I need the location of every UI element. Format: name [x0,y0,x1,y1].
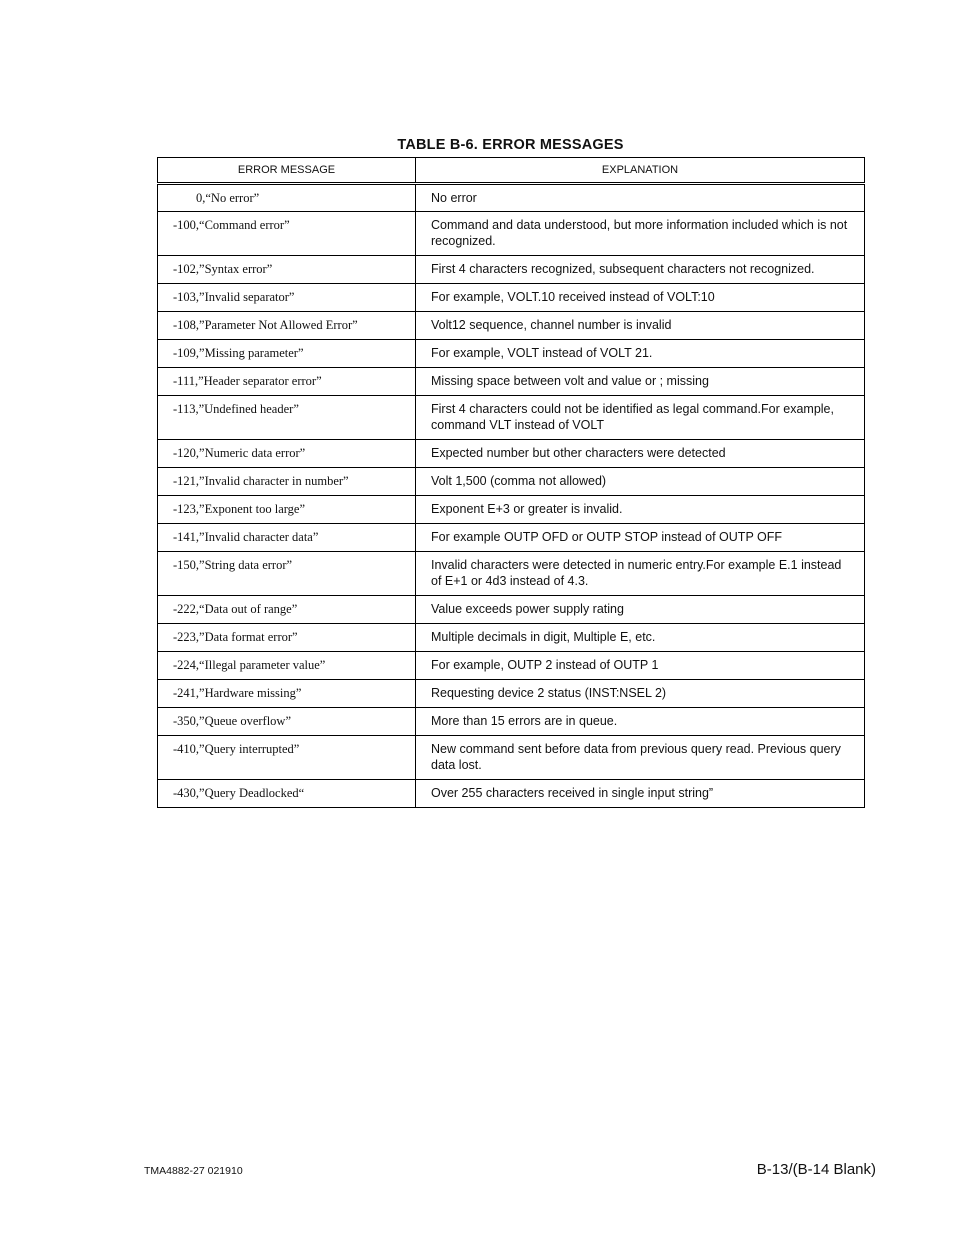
explanation-cell: Invalid characters were detected in numeric entry.For example E.1 instead of E+1 or 4d3 instead of 4.3. [416,552,865,596]
explanation-cell: First 4 characters could not be identified as legal command.For example, command VLT instead of VOLT [416,396,865,440]
error-message-cell: 0,“No error” [158,184,416,212]
error-message-cell: -350,”Queue overflow” [158,708,416,736]
column-header-explanation: EXPLANATION [416,158,865,184]
error-message-cell: -141,”Invalid character data” [158,524,416,552]
table-row [158,468,865,496]
explanation-cell: Missing space between volt and value or ; missing [416,368,865,396]
explanation-cell: Command and data understood, but more information included which is not recognized. [416,212,865,256]
table-header-row [158,158,865,184]
error-message-cell: -241,”Hardware missing” [158,680,416,708]
explanation-cell: More than 15 errors are in queue. [416,708,865,736]
explanation-cell: Exponent E+3 or greater is invalid. [416,496,865,524]
error-message-cell: -121,”Invalid character in number” [158,468,416,496]
error-message-cell: -120,”Numeric data error” [158,440,416,468]
explanation-cell: For example, VOLT instead of VOLT 21. [416,340,865,368]
explanation-cell: Multiple decimals in digit, Multiple E, etc. [416,624,865,652]
table-row [158,396,865,440]
error-message-cell: -113,”Undefined header” [158,396,416,440]
error-message-cell: -222,“Data out of range” [158,596,416,624]
error-message-cell: -430,”Query Deadlocked“ [158,780,416,808]
table-row [158,652,865,680]
error-message-cell: -109,”Missing parameter” [158,340,416,368]
explanation-cell: Requesting device 2 status (INST:NSEL 2) [416,680,865,708]
table-row [158,312,865,340]
error-message-cell: -223,”Data format error” [158,624,416,652]
error-message-cell: -108,”Parameter Not Allowed Error” [158,312,416,340]
explanation-cell: Volt12 sequence, channel number is invalid [416,312,865,340]
explanation-cell: Value exceeds power supply rating [416,596,865,624]
table-row [158,256,865,284]
table-row [158,596,865,624]
explanation-cell: No error [416,184,865,212]
table-row [158,524,865,552]
table-row [158,680,865,708]
table-row [158,708,865,736]
table-row [158,284,865,312]
explanation-cell: For example, OUTP 2 instead of OUTP 1 [416,652,865,680]
explanation-cell: New command sent before data from previous query read. Previous query data lost. [416,736,865,780]
table-row [158,368,865,396]
table-row [158,624,865,652]
explanation-cell: First 4 characters recognized, subsequent characters not recognized. [416,256,865,284]
error-message-cell: -111,”Header separator error” [158,368,416,396]
page-number: B-13/(B-14 Blank) [756,1161,876,1178]
explanation-cell: For example, VOLT.10 received instead of VOLT:10 [416,284,865,312]
table-title: TABLE B-6. ERROR MESSAGES [397,137,624,153]
explanation-cell: Over 255 characters received in single input string” [416,780,865,808]
error-message-cell: -102,”Syntax error” [158,256,416,284]
error-message-cell: -123,”Exponent too large” [158,496,416,524]
error-messages-table [157,157,865,808]
column-header-error-message: ERROR MESSAGE [158,158,416,184]
error-message-cell: -150,”String data error” [158,552,416,596]
document-id: TMA4882-27 021910 [144,1165,243,1177]
table-row [158,736,865,780]
explanation-cell: For example OUTP OFD or OUTP STOP instead of OUTP OFF [416,524,865,552]
error-message-cell: -103,”Invalid separator” [158,284,416,312]
error-message-cell: -410,”Query interrupted” [158,736,416,780]
table-row [158,780,865,808]
table-row [158,212,865,256]
table-row [158,496,865,524]
table-row [158,340,865,368]
table-row [158,552,865,596]
explanation-cell: Volt 1,500 (comma not allowed) [416,468,865,496]
table-row [158,184,865,212]
error-message-cell: -100,“Command error” [158,212,416,256]
table-row [158,440,865,468]
explanation-cell: Expected number but other characters were detected [416,440,865,468]
error-message-cell: -224,“Illegal parameter value” [158,652,416,680]
